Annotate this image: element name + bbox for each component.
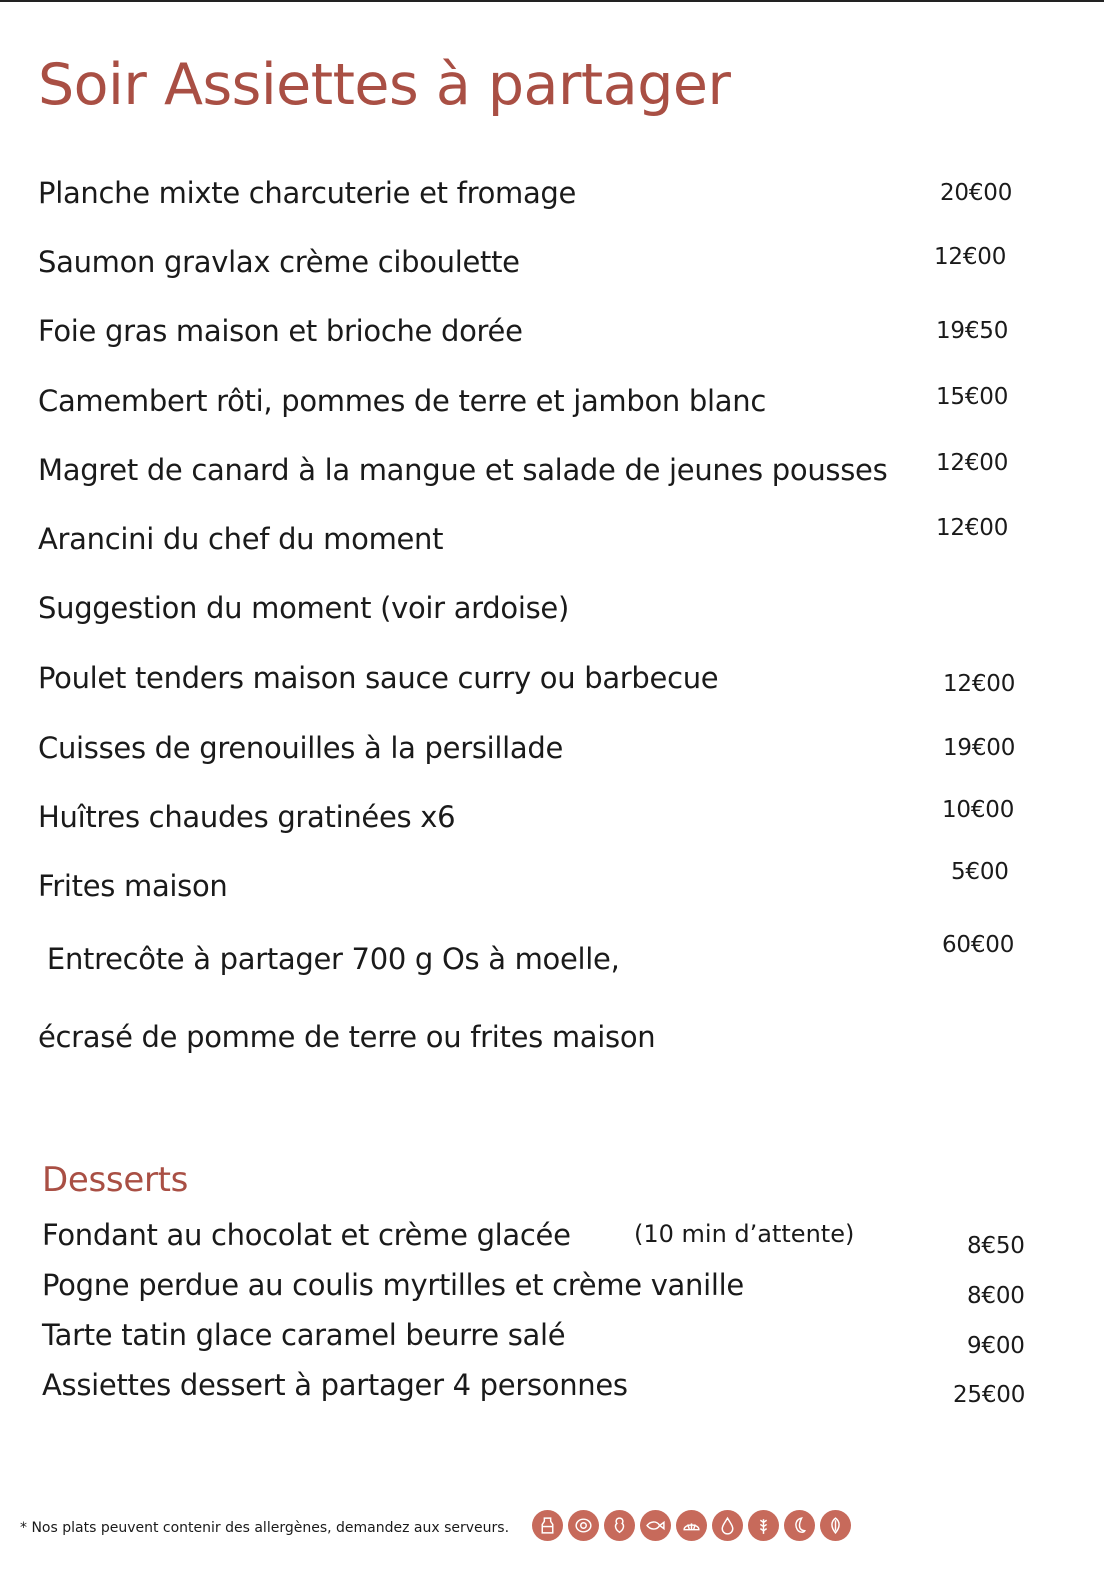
menu-item-name: Camembert rôti, pommes de terre et jambon blanc	[38, 384, 766, 418]
menu-item-name: Frites maison	[38, 869, 228, 903]
menu-item-name: Arancini du chef du moment	[38, 522, 444, 556]
menu-item-price: 12€00	[934, 244, 1007, 270]
menu-item-price: 10€00	[942, 797, 1015, 823]
menu-item-name: Saumon gravlax crème ciboulette	[38, 245, 520, 279]
menu-item-description: écrasé de pomme de terre ou frites maison	[38, 1020, 656, 1054]
dessert-item-price: 8€00	[967, 1283, 1025, 1309]
milk-icon	[532, 1510, 563, 1541]
nut-icon	[820, 1510, 851, 1541]
dessert-item-price: 8€50	[967, 1233, 1025, 1259]
menu-item-price: 19€50	[936, 318, 1009, 344]
egg-icon	[568, 1510, 599, 1541]
dessert-item-name: Fondant au chocolat et crème glacée	[42, 1218, 571, 1252]
dessert-item-name: Assiettes dessert à partager 4 personnes	[42, 1368, 628, 1402]
menu-item-price: 12€00	[936, 515, 1009, 541]
page-title: Soir Assiettes à partager	[38, 52, 731, 118]
menu-item-price: 19€00	[943, 735, 1016, 761]
menu-item-price: 60€00	[942, 932, 1015, 958]
fish-icon	[640, 1510, 671, 1541]
dessert-item-price: 25€00	[953, 1382, 1026, 1408]
allergen-notice: * Nos plats peuvent contenir des allergènes, demandez aux serveurs.	[20, 1520, 510, 1536]
dessert-item-name: Tarte tatin glace caramel beurre salé	[42, 1318, 566, 1352]
menu-item-price: 15€00	[936, 384, 1009, 410]
peanut-icon	[604, 1510, 635, 1541]
menu-item-name: Poulet tenders maison sauce curry ou barbecue	[38, 661, 719, 695]
menu-item-price: 20€00	[940, 180, 1013, 206]
menu-item-price: 12€00	[936, 450, 1009, 476]
top-border	[0, 0, 1104, 2]
menu-item-name: Cuisses de grenouilles à la persillade	[38, 731, 564, 765]
desserts-heading: Desserts	[42, 1160, 189, 1200]
allergen-icon-row	[532, 1510, 851, 1542]
dessert-wait-note: (10 min d’attente)	[634, 1220, 855, 1248]
soy-drop-icon	[712, 1510, 743, 1541]
dessert-item-price: 9€00	[967, 1333, 1025, 1359]
dessert-item-name: Pogne perdue au coulis myrtilles et crème vanille	[42, 1268, 744, 1302]
shellfish-icon	[676, 1510, 707, 1541]
menu-item-name: Planche mixte charcuterie et fromage	[38, 176, 577, 210]
menu-item-name: Magret de canard à la mangue et salade de jeunes pousses	[38, 453, 888, 487]
menu-item-name: Foie gras maison et brioche dorée	[38, 314, 523, 348]
gluten-wheat-icon	[748, 1510, 779, 1541]
menu-item-price: 12€00	[943, 671, 1016, 697]
menu-item-name: Huîtres chaudes gratinées x6	[38, 800, 456, 834]
menu-item-name: Entrecôte à partager 700 g Os à moelle,	[38, 942, 620, 976]
menu-item-price: 5€00	[951, 859, 1009, 885]
crustacean-icon	[784, 1510, 815, 1541]
menu-item-name: Suggestion du moment (voir ardoise)	[38, 591, 569, 625]
